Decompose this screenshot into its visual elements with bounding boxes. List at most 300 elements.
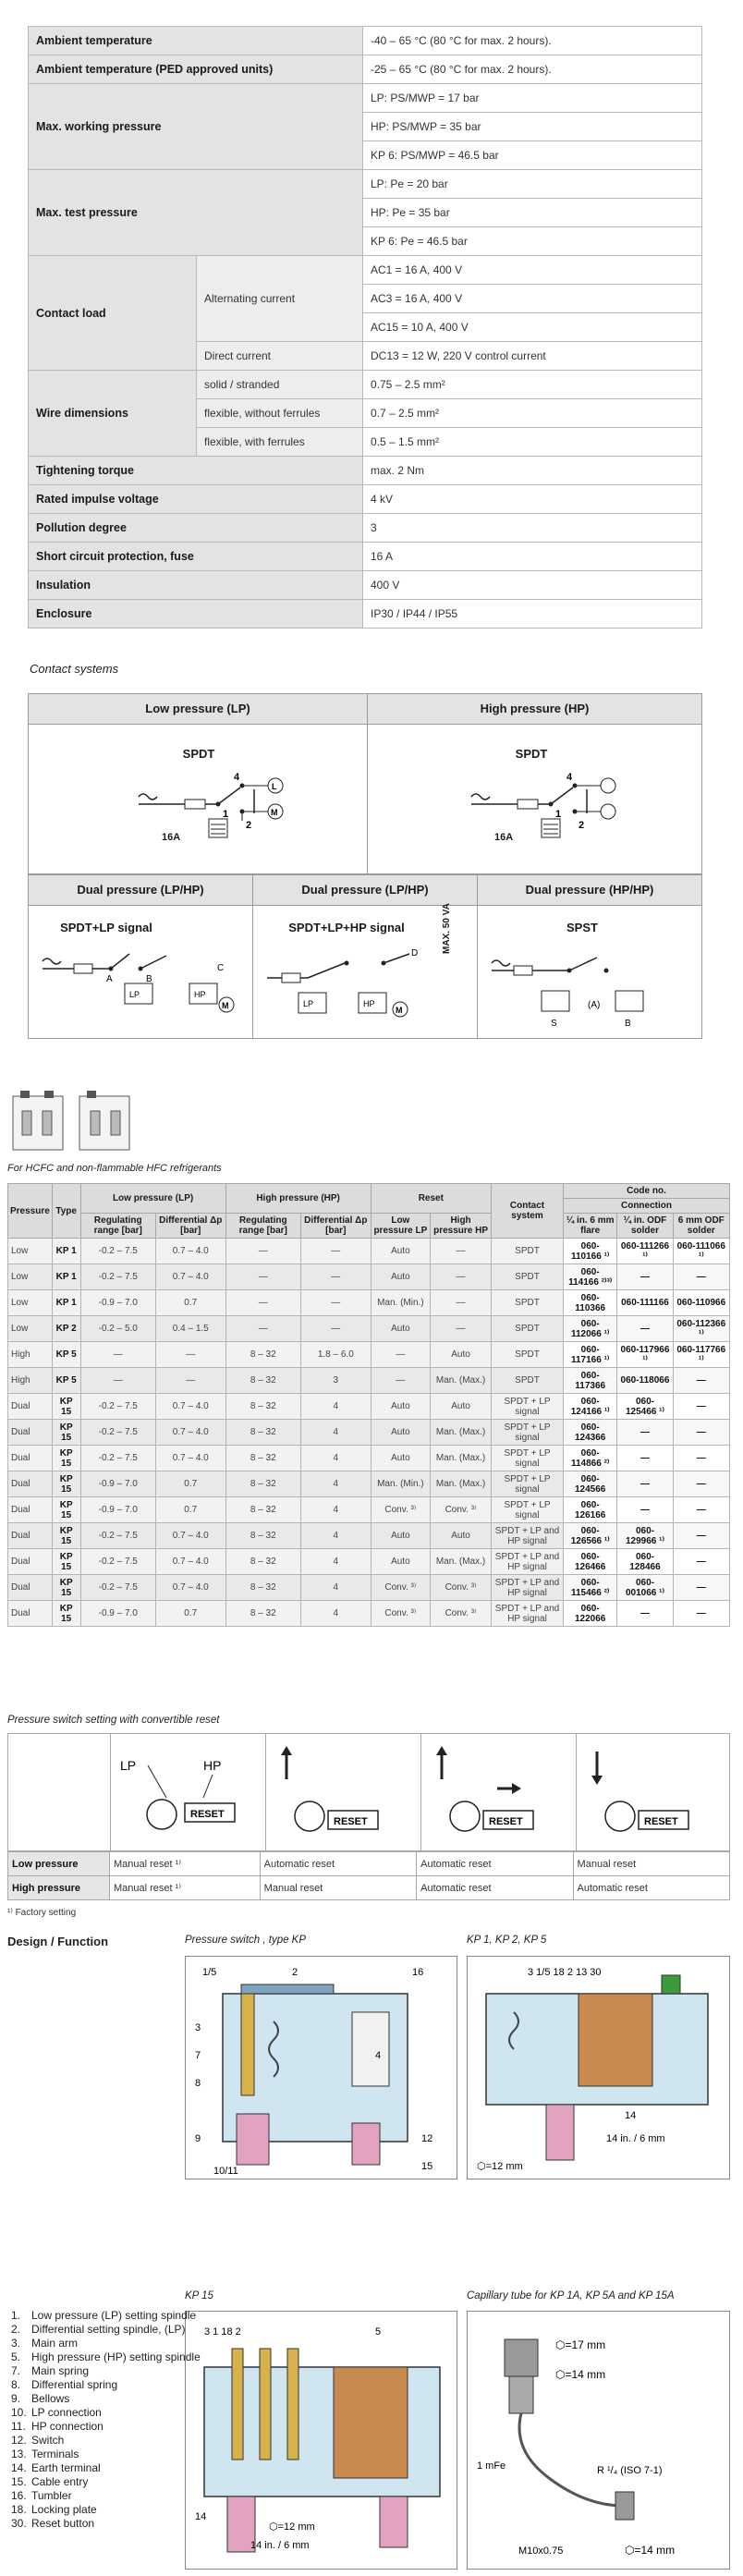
table-cell: 4 <box>300 1394 371 1420</box>
svg-text:LP: LP <box>303 999 314 1008</box>
legend-number: 16. <box>11 2489 27 2502</box>
spec-key: Rated impulse voltage <box>29 485 363 514</box>
table-cell: KP 1 <box>52 1290 80 1316</box>
spec-value: AC1 = 16 A, 400 V <box>363 256 702 285</box>
table-cell: — <box>673 1575 729 1601</box>
table-cell: SPDT <box>492 1264 564 1290</box>
col-lp: Low pressure (LP) <box>80 1184 225 1214</box>
legend-number: 9. <box>11 2392 21 2405</box>
spec-value: 0.5 – 1.5 mm² <box>363 428 702 457</box>
table-cell: -0.2 – 7.5 <box>80 1420 155 1446</box>
spec-key: Short circuit protection, fuse <box>29 543 363 571</box>
legend-number: 14. <box>11 2461 27 2474</box>
table-cell: KP 1 <box>52 1239 80 1264</box>
legend-number: 2. <box>11 2323 21 2336</box>
reset-diagram-4 <box>579 1742 717 1844</box>
legend-item <box>11 2309 201 2323</box>
reset-cell: Manual reset <box>260 1876 416 1900</box>
table-cell: 060-110366 <box>563 1290 616 1316</box>
svg-text:M: M <box>271 808 278 817</box>
table-cell: KP 15 <box>52 1471 80 1497</box>
legend-number: 30. <box>11 2517 27 2530</box>
legend-text: Tumbler <box>31 2489 72 2502</box>
reset-table <box>7 1851 730 1900</box>
table-cell: -0.2 – 7.5 <box>80 1446 155 1471</box>
table-cell: — <box>673 1368 729 1394</box>
svg-text:2: 2 <box>579 820 585 831</box>
legend-text: LP connection <box>31 2406 102 2419</box>
spec-subkey: Direct current <box>197 342 363 371</box>
table-cell: -0.2 – 7.5 <box>80 1549 155 1575</box>
spec-key: Tightening torque <box>29 457 363 485</box>
table-cell: — <box>371 1368 430 1394</box>
table-cell: KP 1 <box>52 1264 80 1290</box>
table-cell: 060-111266 ¹⁾ <box>617 1239 673 1264</box>
table-cell: Auto <box>431 1523 492 1549</box>
svg-text:C: C <box>217 963 225 973</box>
table-cell: -0.2 – 7.5 <box>80 1264 155 1290</box>
product-thumbnails <box>11 1089 140 1154</box>
spdt-lp-hp-signal-schematic <box>262 945 469 1032</box>
table-cell: Low <box>8 1239 53 1264</box>
table-cell: 0.7 – 4.0 <box>155 1420 225 1446</box>
table-cell: High <box>8 1368 53 1394</box>
hp-header: High pressure (HP) <box>367 693 702 725</box>
table-cell: 8 – 32 <box>225 1368 300 1394</box>
legend-number: 1. <box>11 2309 21 2322</box>
table-cell: — <box>300 1264 371 1290</box>
legend-number: 18. <box>11 2503 27 2516</box>
table-cell: Dual <box>8 1394 53 1420</box>
lp-header: Low pressure (LP) <box>28 693 368 725</box>
legend-item <box>11 2461 201 2475</box>
table-cell: SPDT + LP signal <box>492 1497 564 1523</box>
table-cell: Auto <box>431 1342 492 1368</box>
contact-systems-heading: Contact systems <box>30 662 119 676</box>
legend-text: Bellows <box>31 2392 70 2405</box>
table-cell: KP 15 <box>52 1497 80 1523</box>
table-cell: KP 15 <box>52 1420 80 1446</box>
reset-cell: Automatic reset <box>417 1852 573 1876</box>
legend-number: 5. <box>11 2350 21 2363</box>
table-cell: — <box>155 1342 225 1368</box>
svg-text:⬡=12 mm: ⬡=12 mm <box>269 2521 315 2533</box>
table-cell: 8 – 32 <box>225 1523 300 1549</box>
table-cell: 4 <box>300 1549 371 1575</box>
spdt-lp-schematic <box>129 767 296 860</box>
table-cell: Dual <box>8 1523 53 1549</box>
table-cell: High <box>8 1342 53 1368</box>
svg-text:(A): (A) <box>588 1000 601 1010</box>
reset-cell: Manual reset <box>573 1852 729 1876</box>
table-cell: 4 <box>300 1601 371 1627</box>
legend-item <box>11 2378 201 2392</box>
svg-text:RESET: RESET <box>190 1809 225 1820</box>
table-cell: Low <box>8 1264 53 1290</box>
table-cell: KP 15 <box>52 1394 80 1420</box>
table-cell: 4 <box>300 1471 371 1497</box>
table-cell: — <box>617 1316 673 1342</box>
legend-item <box>11 2420 201 2434</box>
spec-value: 4 kV <box>363 485 702 514</box>
spdt-hp-label: SPDT <box>515 747 548 761</box>
spst-label: SPST <box>566 921 598 934</box>
table-cell: KP 15 <box>52 1549 80 1575</box>
svg-text:14: 14 <box>625 2110 637 2121</box>
spec-subkey: flexible, with ferrules <box>197 428 363 457</box>
table-cell: SPDT + LP signal <box>492 1394 564 1420</box>
svg-text:M: M <box>396 1006 403 1015</box>
design-heading: Design / Function <box>7 1935 109 1948</box>
kp-diagram <box>185 1956 457 2179</box>
table-cell: Man. (Min.) <box>371 1471 430 1497</box>
divider <box>367 725 368 874</box>
legend-number: 10. <box>11 2406 27 2419</box>
table-cell: Auto <box>371 1446 430 1471</box>
table-cell: SPDT + LP and HP signal <box>492 1523 564 1549</box>
svg-text:S: S <box>551 1019 557 1029</box>
table-cell: 060-110166 ¹⁾ <box>563 1239 616 1264</box>
spec-value: HP: PS/MWP = 35 bar <box>363 113 702 141</box>
table-cell: 8 – 32 <box>225 1342 300 1368</box>
spec-subkey: Alternating current <box>197 256 363 342</box>
table-cell: — <box>617 1420 673 1446</box>
table-cell: — <box>617 1471 673 1497</box>
svg-text:3 1 18 2: 3 1 18 2 <box>204 2326 241 2338</box>
table-cell: — <box>225 1290 300 1316</box>
table-cell: SPDT <box>492 1239 564 1264</box>
legend-number: 15. <box>11 2475 27 2488</box>
table-cell: — <box>300 1316 371 1342</box>
spec-value: AC15 = 10 A, 400 V <box>363 313 702 342</box>
table-cell: — <box>431 1264 492 1290</box>
spec-key: Max. working pressure <box>29 84 363 170</box>
table-cell: — <box>673 1264 729 1290</box>
table-cell: -0.2 – 7.5 <box>80 1239 155 1264</box>
table-cell: Man. (Max.) <box>431 1420 492 1446</box>
spec-value: HP: Pe = 35 bar <box>363 199 702 227</box>
table-cell: Auto <box>371 1549 430 1575</box>
table-row <box>8 1549 730 1575</box>
table-cell: 4 <box>300 1523 371 1549</box>
table-row <box>8 1523 730 1549</box>
table-cell: 0.7 <box>155 1471 225 1497</box>
table-cell: 0.7 <box>155 1497 225 1523</box>
svg-text:16: 16 <box>412 1967 424 1978</box>
table-cell: — <box>80 1342 155 1368</box>
legend-item <box>11 2337 201 2350</box>
spdt-lp-label: SPDT <box>182 747 215 761</box>
fuse-label: 16A <box>162 832 181 843</box>
divider <box>252 906 253 1039</box>
table-row <box>8 1394 730 1420</box>
lp-label: LP <box>120 1758 137 1773</box>
table-cell: Man. (Max.) <box>431 1549 492 1575</box>
spec-value: AC3 = 16 A, 400 V <box>363 285 702 313</box>
spec-key: Contact load <box>29 256 197 371</box>
table-cell: — <box>673 1497 729 1523</box>
reset-cell: Automatic reset <box>573 1876 729 1900</box>
table-cell: Man. (Max.) <box>431 1471 492 1497</box>
table-cell: 0.7 – 4.0 <box>155 1446 225 1471</box>
dual-lp-hp-header-2: Dual pressure (LP/HP) <box>252 874 478 906</box>
col-connection: Connection <box>563 1199 729 1214</box>
table-cell: 4 <box>300 1575 371 1601</box>
svg-text:4: 4 <box>234 772 240 783</box>
reset-diagram-1 <box>111 1742 250 1844</box>
table-row <box>8 1446 730 1471</box>
legend-number: 7. <box>11 2364 21 2377</box>
svg-text:3: 3 <box>195 2022 201 2033</box>
col-reset: Reset <box>371 1184 491 1214</box>
svg-text:5: 5 <box>375 2326 382 2338</box>
spdt-lp-signal-schematic <box>37 945 245 1032</box>
table-cell: 060-114166 ²⁾³⁾ <box>563 1264 616 1290</box>
col-lowp: Low pressure LP <box>371 1214 430 1239</box>
legend-item <box>11 2517 201 2531</box>
svg-text:1: 1 <box>223 809 229 820</box>
spec-value: -40 – 65 °C (80 °C for max. 2 hours). <box>363 27 702 55</box>
col-c1: ¼ in. 6 mm flare <box>563 1214 616 1239</box>
table-cell: — <box>80 1368 155 1394</box>
table-cell: Man. (Max.) <box>431 1446 492 1471</box>
table-cell: 4 <box>300 1446 371 1471</box>
table-cell: SPDT <box>492 1368 564 1394</box>
legend-text: Switch <box>31 2434 65 2447</box>
legend-text: Low pressure (LP) setting spindle <box>31 2309 197 2322</box>
svg-text:9: 9 <box>195 2133 201 2144</box>
svg-text:D: D <box>411 948 419 958</box>
table-cell: SPDT <box>492 1290 564 1316</box>
svg-text:HP: HP <box>363 999 375 1008</box>
legend-number: 3. <box>11 2337 21 2350</box>
table-cell: 060-111066 ¹⁾ <box>673 1239 729 1264</box>
spec-key: Pollution degree <box>29 514 363 543</box>
table-cell: Auto <box>371 1420 430 1446</box>
table-row <box>8 1239 730 1264</box>
table-cell: — <box>617 1264 673 1290</box>
table-cell: 060-124166 ¹⁾ <box>563 1394 616 1420</box>
table-row <box>8 1497 730 1523</box>
legend-text: Cable entry <box>31 2475 89 2488</box>
svg-text:7: 7 <box>195 2050 201 2061</box>
table-cell: 060-117966 ¹⁾ <box>617 1342 673 1368</box>
spec-key: Ambient temperature <box>29 27 363 55</box>
table-cell: — <box>617 1446 673 1471</box>
table-cell: Low <box>8 1316 53 1342</box>
spec-value: KP 6: Pe = 46.5 bar <box>363 227 702 256</box>
svg-text:14: 14 <box>195 2511 207 2522</box>
table-cell: 060-125466 ¹⁾ <box>617 1394 673 1420</box>
col-c3: 6 mm ODF solder <box>673 1214 729 1239</box>
table-cell: KP 5 <box>52 1368 80 1394</box>
svg-text:L: L <box>272 782 277 791</box>
table-cell: -0.9 – 7.0 <box>80 1601 155 1627</box>
spec-value: KP 6: PS/MWP = 46.5 bar <box>363 141 702 170</box>
table-cell: — <box>225 1316 300 1342</box>
code-table <box>7 1183 730 1627</box>
spec-key: Ambient temperature (PED approved units) <box>29 55 363 84</box>
table-cell: -0.9 – 7.0 <box>80 1471 155 1497</box>
dual-hp-hp-header: Dual pressure (HP/HP) <box>477 874 702 906</box>
table-cell: Auto <box>431 1394 492 1420</box>
table-cell: — <box>431 1290 492 1316</box>
reset-diagram-2 <box>268 1742 407 1844</box>
col-codeno: Code no. <box>563 1184 729 1199</box>
reset-caption: Pressure switch setting with convertible reset <box>7 1715 220 1726</box>
legend-item <box>11 2392 201 2406</box>
kp125-diagram <box>467 1956 730 2179</box>
col-type: Type <box>52 1184 80 1239</box>
capillary-diagram <box>467 2311 730 2570</box>
reset-cell: Automatic reset <box>260 1852 416 1876</box>
table-cell: 0.7 – 4.0 <box>155 1523 225 1549</box>
legend-text: Differential spring <box>31 2378 118 2391</box>
table-cell: — <box>617 1497 673 1523</box>
table-cell: 0.7 – 4.0 <box>155 1239 225 1264</box>
table-cell: Dual <box>8 1575 53 1601</box>
col-diff: Differential Δp [bar] <box>155 1214 225 1239</box>
legend-list <box>11 2309 201 2531</box>
table-cell: 060-124566 <box>563 1471 616 1497</box>
table-row <box>8 1316 730 1342</box>
table-cell: — <box>431 1316 492 1342</box>
table-row <box>8 1601 730 1627</box>
refrigerants-caption: For HCFC and non-flammable HFC refrigerants <box>7 1163 222 1174</box>
spec-subkey: solid / stranded <box>197 371 363 399</box>
table-row <box>8 1575 730 1601</box>
spec-value: 16 A <box>363 543 702 571</box>
table-cell: 8 – 32 <box>225 1601 300 1627</box>
table-cell: 060-126466 <box>563 1549 616 1575</box>
spec-value: -25 – 65 °C (80 °C for max. 2 hours). <box>363 55 702 84</box>
legend-number: 13. <box>11 2448 27 2460</box>
table-cell: -0.2 – 5.0 <box>80 1316 155 1342</box>
table-cell: Dual <box>8 1471 53 1497</box>
table-cell: 0.7 <box>155 1601 225 1627</box>
divider <box>477 906 478 1039</box>
svg-text:8: 8 <box>195 2078 201 2089</box>
svg-text:1: 1 <box>555 809 562 820</box>
table-cell: KP 15 <box>52 1523 80 1549</box>
table-cell: 4 <box>300 1420 371 1446</box>
svg-text:2: 2 <box>292 1967 298 1978</box>
table-cell: Conv. ³⁾ <box>371 1575 430 1601</box>
col-c2: ¼ in. ODF solder <box>617 1214 673 1239</box>
table-cell: 4 <box>300 1497 371 1523</box>
table-cell: 060-112066 ¹⁾ <box>563 1316 616 1342</box>
table-cell: 0.7 – 4.0 <box>155 1549 225 1575</box>
svg-text:HP: HP <box>194 990 206 999</box>
svg-text:⬡=14 mm: ⬡=14 mm <box>625 2544 676 2557</box>
table-cell: — <box>225 1239 300 1264</box>
table-cell: 060-117766 ¹⁾ <box>673 1342 729 1368</box>
caption-kp: Pressure switch , type KP <box>185 1935 307 1946</box>
svg-text:1/5: 1/5 <box>202 1967 217 1978</box>
table-cell: Man. (Max.) <box>431 1368 492 1394</box>
spdt-lp-signal-label: SPDT+LP signal <box>60 921 152 934</box>
col-highp: High pressure HP <box>431 1214 492 1239</box>
table-cell: 8 – 32 <box>225 1497 300 1523</box>
table-cell: — <box>300 1239 371 1264</box>
legend-number: 11. <box>11 2420 26 2433</box>
kp15-diagram <box>185 2311 457 2570</box>
svg-text:B: B <box>146 974 152 984</box>
table-cell: KP 15 <box>52 1575 80 1601</box>
table-cell: -0.9 – 7.0 <box>80 1497 155 1523</box>
table-cell: — <box>673 1394 729 1420</box>
spec-value: 400 V <box>363 571 702 600</box>
legend-item <box>11 2448 201 2461</box>
col-hp: High pressure (HP) <box>225 1184 371 1214</box>
reset-lp-row-label: Low pressure <box>8 1852 110 1876</box>
legend-number: 12. <box>11 2434 27 2447</box>
legend-item <box>11 2323 201 2337</box>
table-row <box>8 1368 730 1394</box>
caption-capillary: Capillary tube for KP 1A, KP 5A and KP 15A <box>467 2290 675 2301</box>
table-cell: 060-124366 <box>563 1420 616 1446</box>
table-cell: -0.2 – 7.5 <box>80 1523 155 1549</box>
table-cell: 060-117166 ¹⁾ <box>563 1342 616 1368</box>
legend-item <box>11 2475 201 2489</box>
svg-text:2: 2 <box>246 820 252 831</box>
table-cell: -0.2 – 7.5 <box>80 1394 155 1420</box>
table-cell: 060-118066 <box>617 1368 673 1394</box>
table-cell: Auto <box>371 1316 430 1342</box>
legend-item <box>11 2503 201 2517</box>
table-cell: 060-115466 ²⁾ <box>563 1575 616 1601</box>
legend-text: Main spring <box>31 2364 90 2377</box>
legend-item <box>11 2434 201 2448</box>
table-cell: 060-128466 <box>617 1549 673 1575</box>
max-va-label: MAX. 50 VA <box>442 903 452 954</box>
table-cell: 060-129966 ¹⁾ <box>617 1523 673 1549</box>
spec-value: 0.75 – 2.5 mm² <box>363 371 702 399</box>
svg-text:B: B <box>625 1019 631 1029</box>
code-table-body <box>8 1239 730 1627</box>
legend-item <box>11 2364 201 2378</box>
fuse-label: 16A <box>494 832 514 843</box>
table-cell: Conv. ³⁾ <box>431 1575 492 1601</box>
reset-cell: Manual reset ¹⁾ <box>110 1876 261 1900</box>
table-row <box>8 1290 730 1316</box>
table-cell: 0.7 – 4.0 <box>155 1394 225 1420</box>
table-cell: — <box>673 1601 729 1627</box>
spec-key: Enclosure <box>29 600 363 629</box>
table-cell: Auto <box>371 1264 430 1290</box>
table-cell: 060-126566 ¹⁾ <box>563 1523 616 1549</box>
table-cell: — <box>300 1290 371 1316</box>
col-pressure: Pressure <box>8 1184 53 1239</box>
hp-label: HP <box>203 1758 222 1773</box>
table-row <box>8 1471 730 1497</box>
table-cell: 060-122066 <box>563 1601 616 1627</box>
col-contact: Contact system <box>492 1184 564 1239</box>
table-cell: 060-112366 ¹⁾ <box>673 1316 729 1342</box>
svg-text:⬡=17 mm: ⬡=17 mm <box>555 2338 606 2351</box>
table-cell: SPDT + LP and HP signal <box>492 1601 564 1627</box>
table-cell: Auto <box>371 1239 430 1264</box>
table-cell: 8 – 32 <box>225 1549 300 1575</box>
legend-text: Terminals <box>31 2448 79 2460</box>
table-cell: Auto <box>371 1523 430 1549</box>
spec-key: Max. test pressure <box>29 170 363 256</box>
table-cell: Dual <box>8 1497 53 1523</box>
caption-kp15: KP 15 <box>185 2290 213 2301</box>
table-cell: 8 – 32 <box>225 1471 300 1497</box>
table-cell: SPDT + LP signal <box>492 1471 564 1497</box>
table-row <box>8 1342 730 1368</box>
